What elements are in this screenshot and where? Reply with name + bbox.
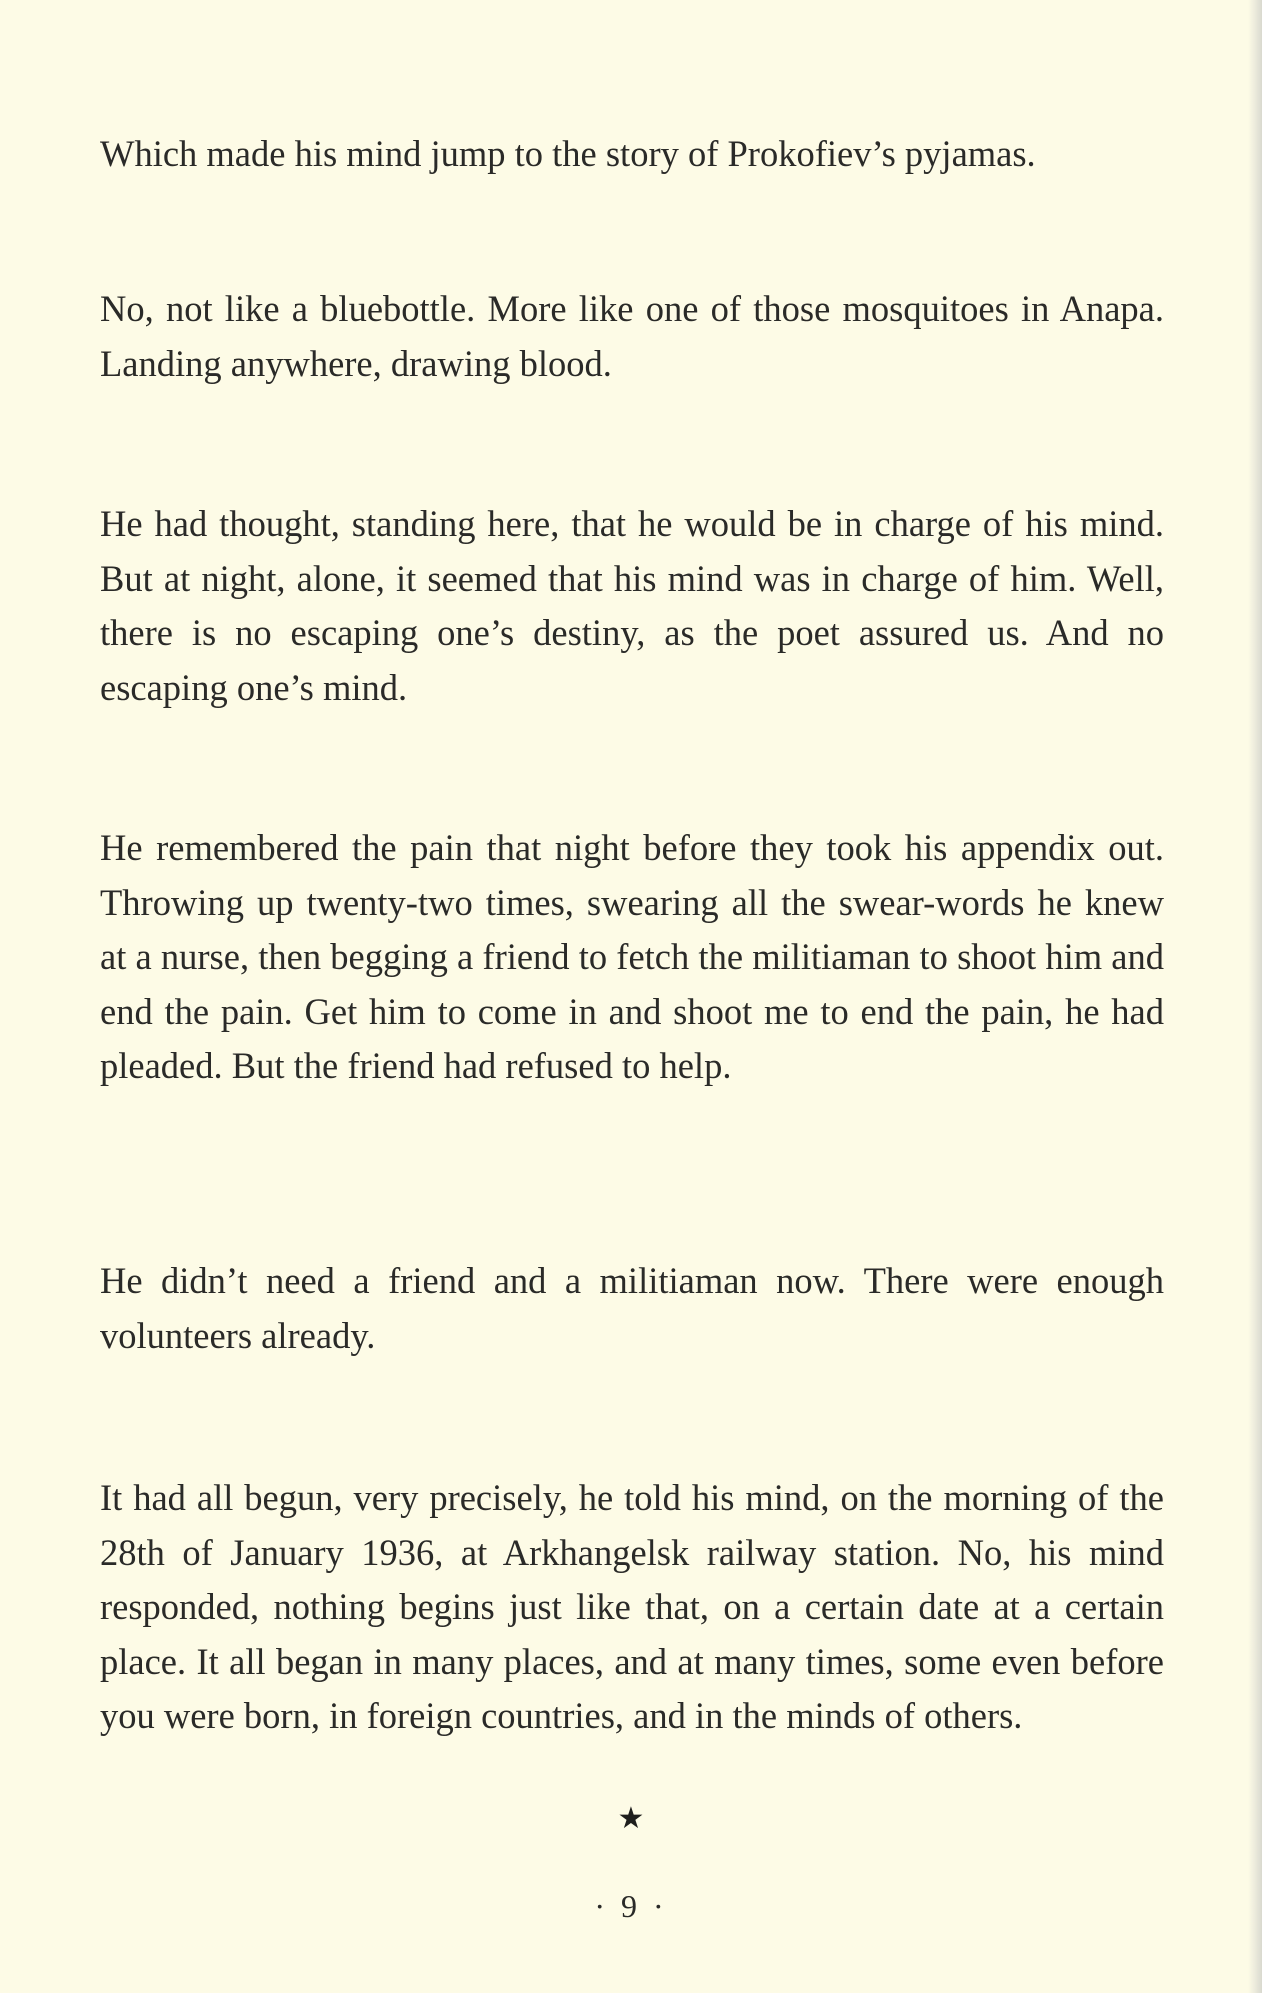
paragraph-appendix-pain: He remembered the pain that night before they took his appendix out. Throwing up twenty-two times, swearing all the swear-words he knew at a nurse, then begging a friend to fetch the militiaman to shoot him and end the pain. Get him to come in and shoot me to end the pain, he had pleaded. But the friend had refused to help.	[100, 827, 1164, 1086]
paragraph-prokofiev-pyjamas: Which made his mind jump to the story of Prokofiev’s pyjamas.	[100, 133, 1036, 174]
paragraph-charge-of-mind: He had thought, standing here, that he would be in charge of his mind. But at night, alone, it seemed that his mind was in charge of him. Well, there is no escaping one’s destiny, as the poet assured us. And no escaping one’s mind.	[100, 503, 1164, 708]
section-break-star: ★	[617, 1802, 645, 1835]
paragraph-mosquitoes: No, not like a bluebottle. More like one of those mosquitoes in Anapa. Landing anywhere, drawing blood.	[100, 288, 1164, 384]
page-edge-shadow	[1248, 0, 1262, 1993]
paragraph-volunteers: He didn’t need a friend and a militiaman now. There were enough volunteers already.	[100, 1260, 1164, 1356]
paragraph-arkhangelsk: It had all begun, very precisely, he told his mind, on the morning of the 28th of January 1936, at Arkhangelsk railway station. No, his mind responded, nothing begins just like that, on a certain date at a certain place. It all began in many places, and at many times, some even before you were born, in foreign countries, and in the minds of others.	[100, 1477, 1164, 1736]
page-number: · 9 ·	[594, 1888, 668, 1924]
